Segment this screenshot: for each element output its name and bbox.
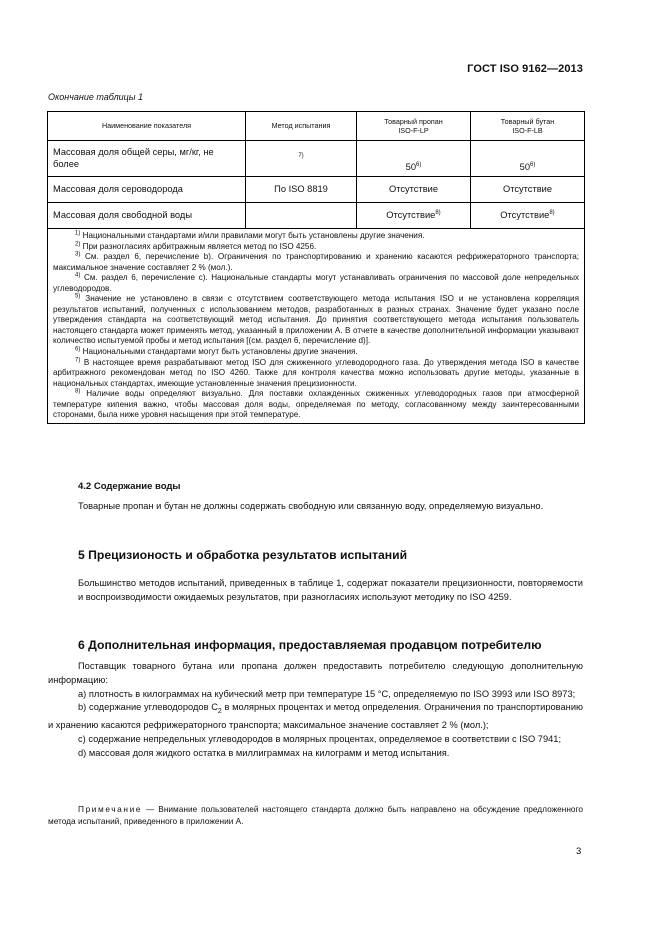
section-6-title: 6 Дополнительная информация, предоставляемая продавцом потребителю <box>78 638 542 652</box>
row-butane <box>471 141 585 177</box>
section-4-2-title: 4.2 Содержание воды <box>78 481 181 492</box>
note <box>48 803 583 827</box>
footnote-mark: 7) <box>75 356 81 363</box>
table-caption: Окончание таблицы 1 <box>48 92 143 102</box>
footnote <box>53 242 579 253</box>
row-name: Массовая доля сероводорода <box>48 177 246 203</box>
value-text: Отсутствие <box>386 209 436 220</box>
page-number: 3 <box>576 846 582 857</box>
value-text: 50 <box>519 162 530 173</box>
footnote-ref: 6) <box>416 162 422 169</box>
row-propane: Отсутствие <box>357 177 471 203</box>
header-method: Метод испытания <box>246 112 357 141</box>
value-text: Отсутствие <box>500 209 550 220</box>
header-butane: Товарный бутан ISO-F-LB <box>471 112 585 141</box>
footnote-text: Национальными стандартами могут быть установлены другие значения. <box>82 347 358 357</box>
section-5-text <box>78 577 583 605</box>
footnote-text: См. раздел 6, перечисление c). Национальные стандарты могут устанавливать ограничения по массовой доле непредельных углеводородов. <box>53 273 579 293</box>
footnote-mark: 8) <box>75 388 81 395</box>
footnote-ref: 6) <box>530 162 536 169</box>
table-row <box>48 177 585 203</box>
footnote <box>53 358 579 390</box>
footnote <box>53 294 579 347</box>
footnote-text: Значение не установлено в связи с отсутствием соответствующего метода испытания ISO и не установлена корреляция результатов испытаний, полученных с использованием методов, разработанных в разных странах. Значение будет указано после утверждения стандарта на соответствующий метод испытания. До принятия соответствующего метода испытания пользователь настоящего стандарта может применять метод, указанный в приложении A. В отчете в качестве дополнительной информации указывают количество испытуемой пробы и метод испытания [(см. раздел 6, перечисление d)]. <box>53 294 580 346</box>
row-propane <box>357 203 471 229</box>
footnote <box>53 389 579 421</box>
footnote-mark: 1) <box>75 230 81 237</box>
paragraph: Большинство методов испытаний, приведенных в таблице 1, содержат показатели прецизионности, повторяемости и воспроизводимости ожидаемых результатов, при разногласиях используют методику по ISO 4259. <box>78 578 583 602</box>
value-text: 50 <box>405 162 416 173</box>
list-item-b <box>48 701 583 732</box>
item-text: b) содержание углеводородов C <box>78 702 218 713</box>
list-item-a: а) плотность в килограммах на кубический метр при температуре 15 °C, определяемую по ISO 3993 или ISO 8973; <box>78 688 576 699</box>
row-butane: Отсутствие <box>471 177 585 203</box>
table-header-row <box>48 112 585 141</box>
header-indicator: Наименование показателя <box>48 112 246 141</box>
footnote <box>53 231 579 242</box>
footnote-ref: 8) <box>435 209 441 216</box>
specification-table <box>47 111 585 424</box>
row-method <box>246 203 357 229</box>
note-text: — Внимание пользователей настоящего стандарта должно быть направлено на обсуждение предложенного метода испытаний, приведенного в приложении A. <box>48 804 583 826</box>
footnote-mark: 2) <box>75 240 81 247</box>
header-propane: Товарный пропан ISO-F-LP <box>357 112 471 141</box>
footnote-ref: 7) <box>298 152 304 159</box>
footnote-text: При разногласиях арбитражным является метод по ISO 4256. <box>82 241 317 251</box>
item-text: в молярных процентах и метод определения. Ограничения по транспортированию и хранению касаются рефрижераторного транспорта; максимальное значение составляет 2 % (мол.); <box>48 702 583 731</box>
row-method <box>246 141 357 177</box>
footnote-mark: 5) <box>75 293 81 300</box>
row-butane <box>471 203 585 229</box>
table-row <box>48 203 585 229</box>
footnote <box>53 273 579 294</box>
footnote-text: Национальными стандартами и/или правилами могут быть установлены другие значения. <box>82 231 425 240</box>
footnote <box>53 347 579 358</box>
table-footnotes <box>48 229 585 424</box>
section-6-body <box>48 660 583 760</box>
row-name: Массовая доля свободной воды <box>48 203 246 229</box>
section-4-2-text <box>78 500 583 514</box>
note-label: Примечание <box>78 804 143 814</box>
footnote-mark: 3) <box>75 251 81 258</box>
standard-code: ГОСТ ISO 9162—2013 <box>467 63 583 75</box>
table-footnotes-row <box>48 229 585 424</box>
footnote-text: Наличие воды определяют визуально. Для поставки охлажденных сжиженных углеводородных газов при атмосферной температуре кипения важно, чтобы массовая доля воды, определяемая по методу, согласованному между заинтересованными сторонами, была ниже уровня насыщения при этой температуре. <box>53 389 579 420</box>
paragraph: Товарные пропан и бутан не должны содержать свободную или связанную воду, определяемую визуально. <box>78 501 544 511</box>
row-propane <box>357 141 471 177</box>
list-item-d: d) массовая доля жидкого остатка в миллиграммах на килограмм и метод испытания. <box>78 747 450 758</box>
paragraph: Поставщик товарного бутана или пропана должен предоставить потребителю следующую дополнительную информацию: <box>48 661 583 685</box>
footnote <box>53 252 579 273</box>
footnote-text: См. раздел 6, перечисление b). Ограничения по транспортированию и хранению касаются рефрижераторного транспорта; максимальное значение составляет 2 % (мол.). <box>53 252 579 272</box>
row-name: Массовая доля общей серы, мг/кг, не более <box>48 141 246 177</box>
row-method: По ISO 8819 <box>246 177 357 203</box>
footnote-ref: 8) <box>549 209 555 216</box>
subscript: 2 <box>217 708 222 716</box>
table-row <box>48 141 585 177</box>
footnote-mark: 6) <box>75 346 81 353</box>
footnote-text: В настоящее время разрабатывают метод ISO для сжиженного углеводородного газа. До утверждения метода ISO в качестве арбитражного рекомендован метод по ISO 4260. Также для контроля качества можно использовать другие методы, указанные в национальных стандартах, имеющие установленные значения прецизионности. <box>53 357 580 388</box>
section-5-title: 5 Прецизионость и обработка результатов испытаний <box>78 548 408 562</box>
footnote-mark: 4) <box>75 272 81 279</box>
list-item-c: с) содержание непредельных углеводородов в молярных процентах, определяемое в соответствии с ISO 7941; <box>78 733 562 744</box>
